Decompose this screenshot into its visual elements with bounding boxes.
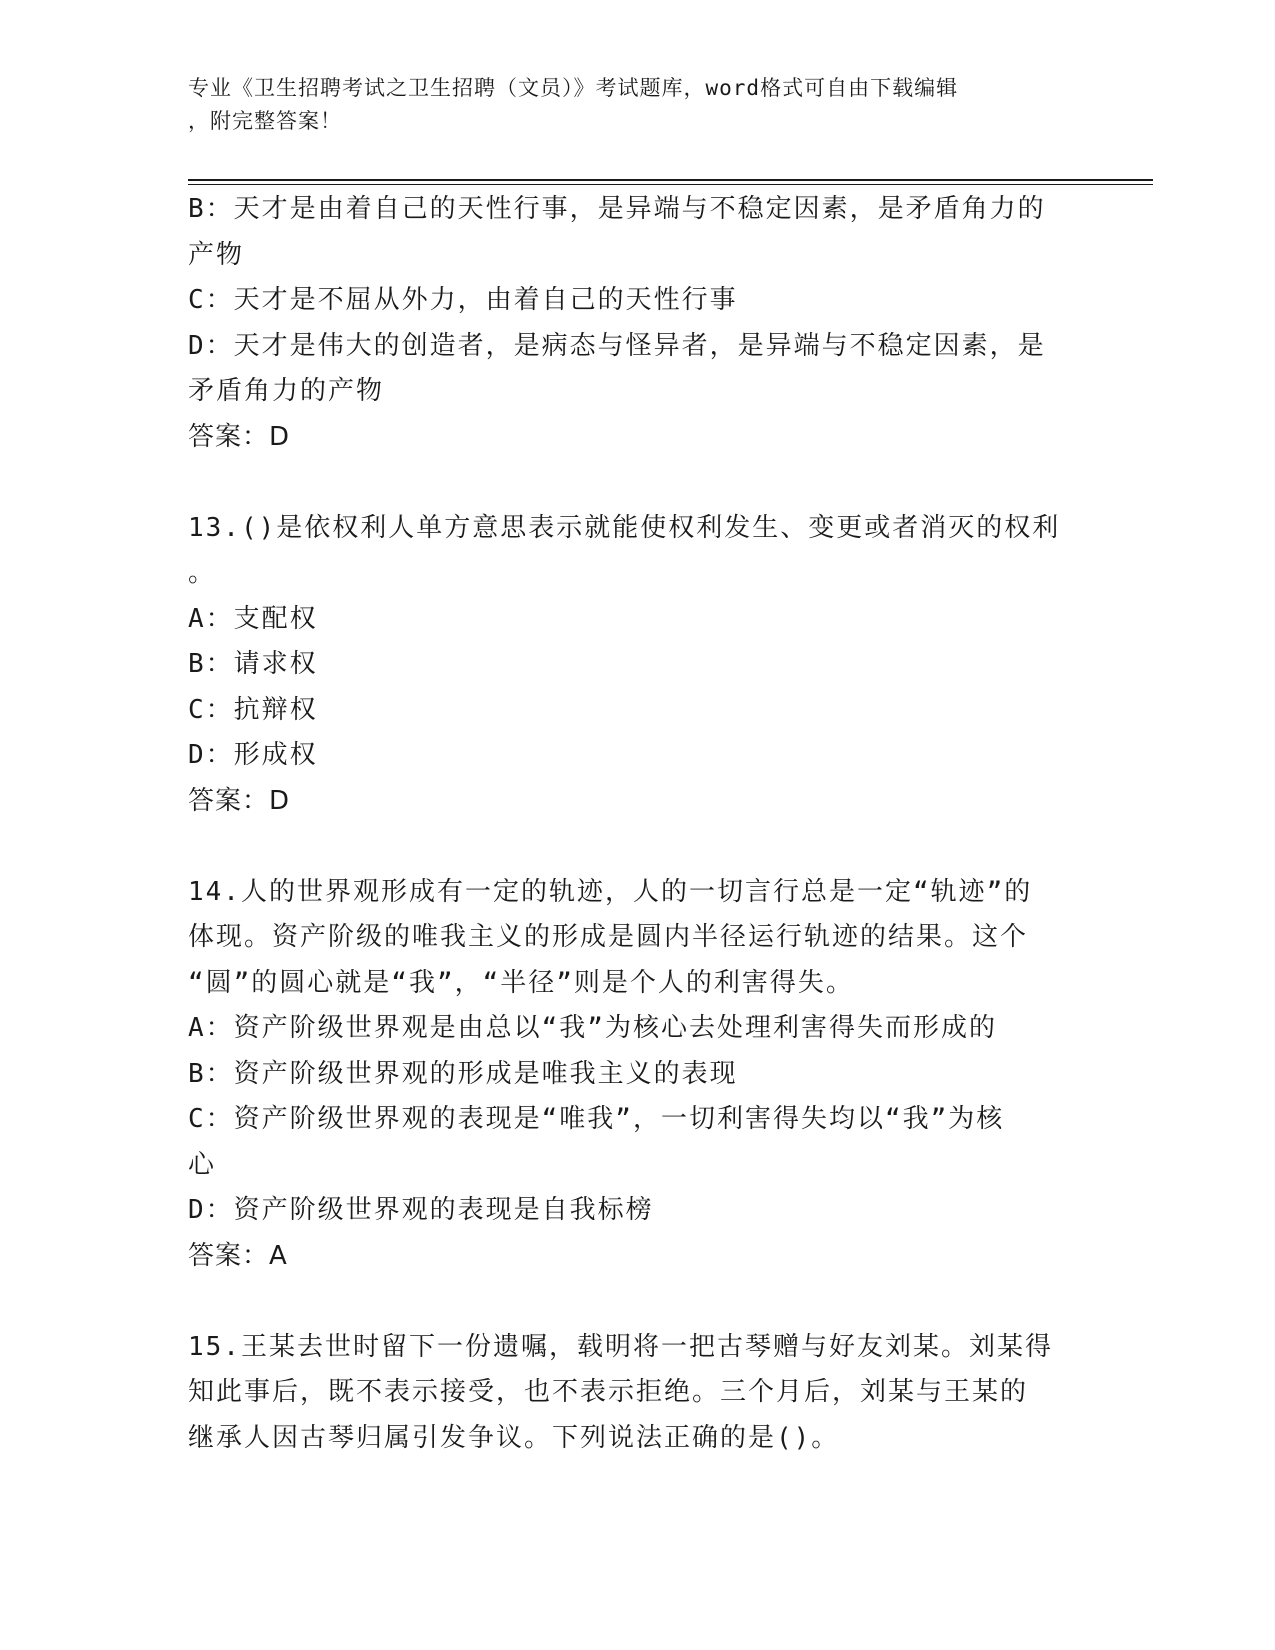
document-header xyxy=(188,72,1068,138)
header-divider xyxy=(188,179,1153,185)
q14-stem-line-1: 14.人的世界观形成有一定的轨迹，人的一切言行总是一定“轨迹”的 xyxy=(188,876,1033,907)
q13-option-d: D：形成权 xyxy=(188,740,318,770)
header-line-2: ，附完整答案！ xyxy=(188,109,342,133)
q14-answer: 答案：A xyxy=(188,1240,288,1271)
header-line-1: 专业《卫生招聘考试之卫生招聘（文员）》考试题库，word格式可自由下载编辑 xyxy=(188,76,959,100)
spacer xyxy=(188,1279,1078,1325)
q12-option-d-line-1: D：天才是伟大的创造者，是病态与怪异者，是异端与不稳定因素，是 xyxy=(188,330,1046,361)
q12-option-b-line-1: B：天才是由着自己的天性行事，是异端与不稳定因素，是矛盾角力的 xyxy=(188,194,1046,224)
q13-option-c: C：抗辩权 xyxy=(188,694,318,725)
spacer xyxy=(188,460,1078,506)
q13-stem-line-2: 。 xyxy=(188,558,217,588)
question-14 xyxy=(188,870,1078,1280)
q12-answer: 答案：D xyxy=(188,421,291,452)
q12-option-b-line-2: 产物 xyxy=(188,239,245,270)
q12-option-d-line-2: 矛盾角力的产物 xyxy=(188,376,385,406)
q14-option-c-line-1: C：资产阶级世界观的表现是“唯我”，一切利害得失均以“我”为核 xyxy=(188,1104,1005,1134)
q14-stem-line-3: “圆”的圆心就是“我”，“半径”则是个人的利害得失。 xyxy=(188,967,854,998)
spacer xyxy=(188,824,1078,870)
question-content xyxy=(188,187,1078,1461)
q12-option-c: C：天才是不屈从外力，由着自己的天性行事 xyxy=(188,285,738,315)
q14-option-b: B：资产阶级世界观的形成是唯我主义的表现 xyxy=(188,1058,738,1089)
question-15 xyxy=(188,1325,1078,1462)
q14-option-a: A：资产阶级世界观是由总以“我”为核心去处理利害得失而形成的 xyxy=(188,1013,997,1043)
q13-answer: 答案：D xyxy=(188,785,291,816)
q15-stem-line-3: 继承人因古琴归属引发争议。下列说法正确的是()。 xyxy=(188,1422,840,1453)
q13-option-a: A：支配权 xyxy=(188,603,318,634)
q14-stem-line-2: 体现。资产阶级的唯我主义的形成是圆内半径运行轨迹的结果。这个 xyxy=(188,922,1029,952)
q13-stem-line-1: 13.()是依权利人单方意思表示就能使权利发生、变更或者消灭的权利 xyxy=(188,512,1061,543)
q14-option-c-line-2: 心 xyxy=(188,1149,217,1180)
q15-stem-line-2: 知此事后，既不表示接受，也不表示拒绝。三个月后，刘某与王某的 xyxy=(188,1377,1029,1407)
q14-option-d: D：资产阶级世界观的表现是自我标榜 xyxy=(188,1195,654,1225)
q13-option-b: B：请求权 xyxy=(188,649,318,679)
q15-stem-line-1: 15.王某去世时留下一份遗嘱，载明将一把古琴赠与好友刘某。刘某得 xyxy=(188,1331,1053,1362)
question-12-continuation xyxy=(188,187,1078,460)
question-13 xyxy=(188,506,1078,825)
